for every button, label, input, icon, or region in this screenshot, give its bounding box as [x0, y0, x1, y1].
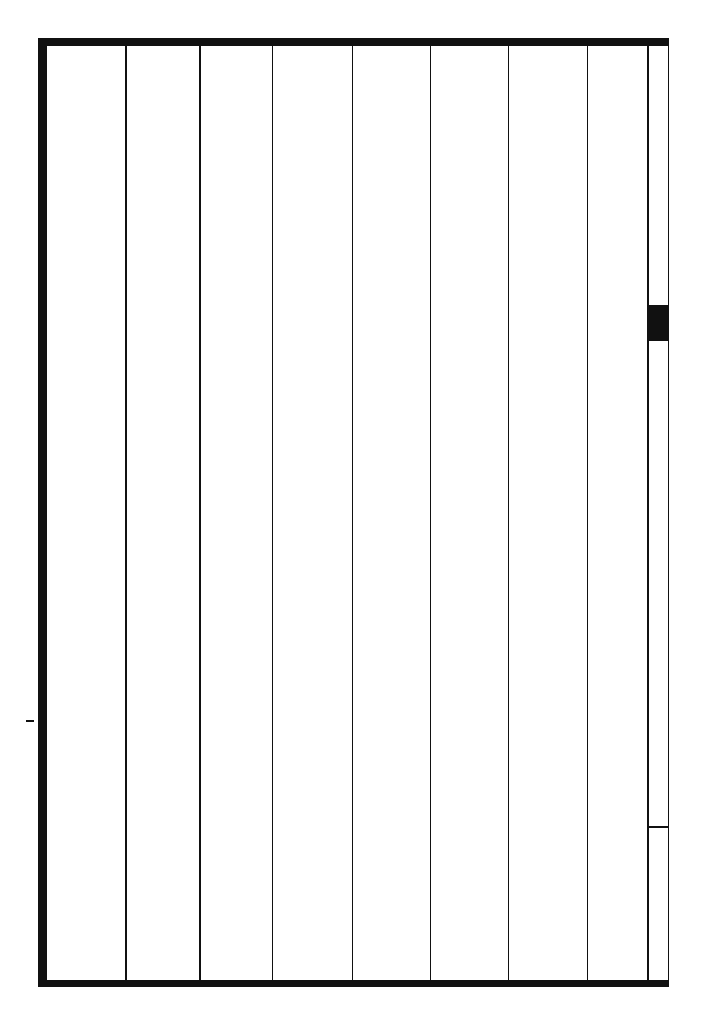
column-divider [587, 46, 588, 980]
column-divider [430, 46, 431, 980]
margin-outer-rule [668, 38, 669, 987]
column-divider [272, 46, 273, 980]
frame-bottom-border [38, 980, 668, 987]
column-divider [125, 46, 127, 980]
column-divider [352, 46, 353, 980]
column-divider [199, 46, 201, 980]
frame-right-border [647, 38, 649, 987]
margin-tick [26, 720, 34, 722]
frame-left-border [38, 38, 47, 987]
column-divider [508, 46, 509, 980]
fishtail-mark [649, 305, 668, 341]
frame-top-border [38, 38, 668, 46]
margin-tick [649, 826, 668, 828]
